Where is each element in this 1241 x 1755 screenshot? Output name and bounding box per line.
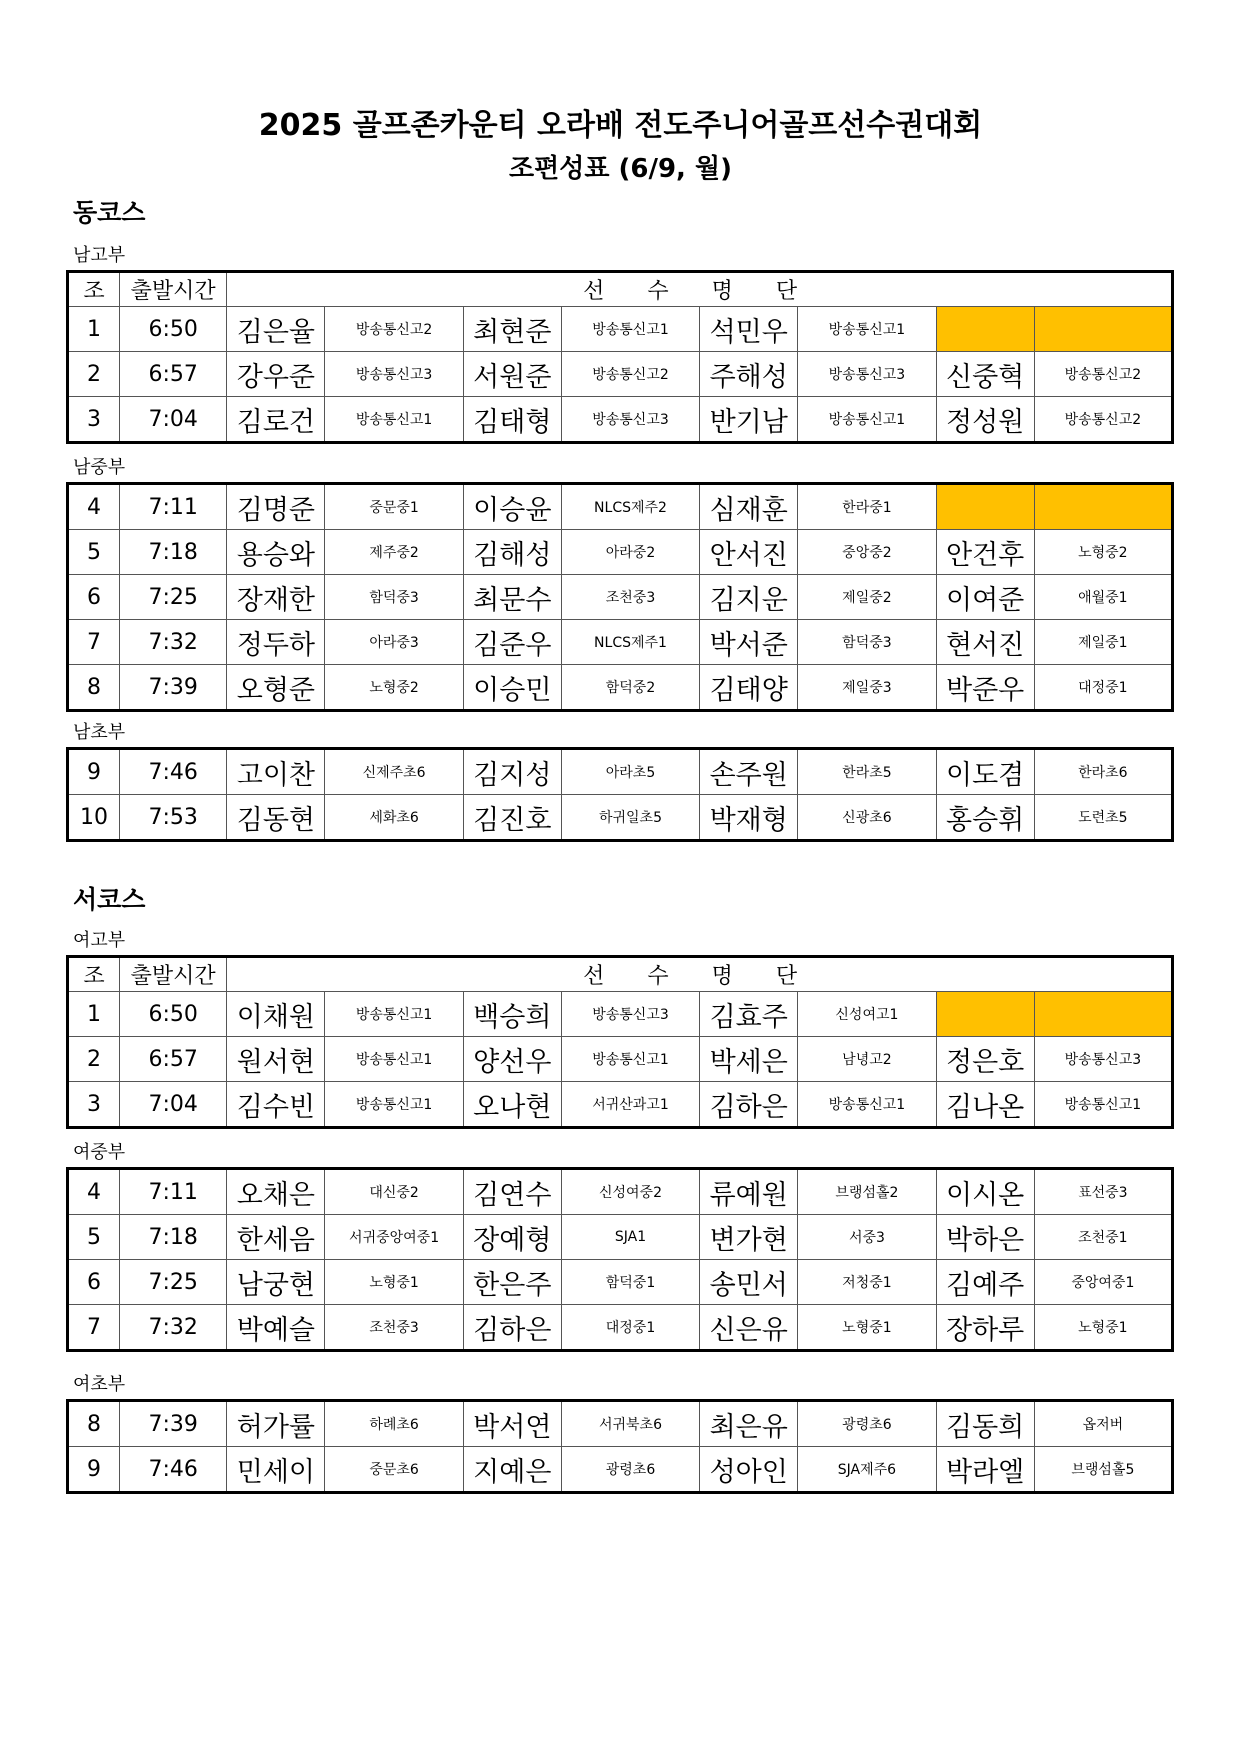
player-school: 방송통신고2 — [1034, 352, 1172, 397]
group-number: 5 — [68, 530, 120, 575]
player-name: 강우준 — [227, 352, 325, 397]
player-school: 한라중1 — [798, 484, 936, 530]
player-name: 박세은 — [700, 1037, 798, 1082]
player-school: 방송통신고1 — [325, 397, 463, 443]
header-players: 선 수 명 단 — [227, 272, 1173, 307]
player-name: 고이찬 — [227, 749, 325, 795]
player-school: 저청중1 — [798, 1260, 936, 1305]
table-row — [68, 665, 1173, 711]
player-name: 오채은 — [227, 1169, 325, 1215]
player-name: 정두하 — [227, 620, 325, 665]
start-time: 7:46 — [120, 1447, 227, 1493]
header-start-time: 출발시간 — [120, 272, 227, 307]
player-name: 지예은 — [463, 1447, 561, 1493]
player-school: 방송통신고1 — [325, 1037, 463, 1082]
player-name: 김효주 — [700, 992, 798, 1037]
player-school: 한라초6 — [1034, 749, 1172, 795]
player-name: 김은율 — [227, 307, 325, 352]
player-school: 방송통신고1 — [561, 307, 699, 352]
player-school: 제주중2 — [325, 530, 463, 575]
player-name: 양선우 — [463, 1037, 561, 1082]
empty-slot — [936, 307, 1034, 352]
start-time: 7:46 — [120, 749, 227, 795]
table-row — [68, 620, 1173, 665]
start-time: 6:57 — [120, 1037, 227, 1082]
player-school: NLCS제주1 — [561, 620, 699, 665]
player-school: 신성여중2 — [561, 1169, 699, 1215]
player-name: 장하루 — [936, 1305, 1034, 1351]
player-school: 노형중1 — [1034, 1305, 1172, 1351]
player-school: 함덕중2 — [561, 665, 699, 711]
start-time: 6:50 — [120, 992, 227, 1037]
player-school: 방송통신고3 — [561, 397, 699, 443]
player-name: 박서연 — [463, 1401, 561, 1447]
player-name: 성아인 — [700, 1447, 798, 1493]
west-schedule-table — [66, 955, 1174, 1129]
group-number: 7 — [68, 620, 120, 665]
player-name: 민세이 — [227, 1447, 325, 1493]
player-school: 방송통신고2 — [325, 307, 463, 352]
table-row — [68, 1082, 1173, 1128]
player-school: 대신중2 — [325, 1169, 463, 1215]
player-school: NLCS제주2 — [561, 484, 699, 530]
player-name: 박재형 — [700, 795, 798, 841]
player-school: 방송통신고1 — [798, 307, 936, 352]
group-number: 8 — [68, 1401, 120, 1447]
player-school: 방송통신고3 — [798, 352, 936, 397]
player-school: 방송통신고1 — [325, 992, 463, 1037]
player-school: 광령초6 — [798, 1401, 936, 1447]
player-school: 방송통신고3 — [1034, 1037, 1172, 1082]
player-name: 신중혁 — [936, 352, 1034, 397]
player-name: 김태형 — [463, 397, 561, 443]
player-school: 방송통신고1 — [561, 1037, 699, 1082]
player-name: 백승희 — [463, 992, 561, 1037]
player-school: 중앙여중1 — [1034, 1260, 1172, 1305]
player-school: 옵저버 — [1034, 1401, 1172, 1447]
group-number: 4 — [68, 1169, 120, 1215]
table-header-row — [68, 957, 1173, 992]
table-row — [68, 575, 1173, 620]
player-name: 서원준 — [463, 352, 561, 397]
east-division-label: 남고부 — [73, 245, 126, 266]
player-name: 김진호 — [463, 795, 561, 841]
player-name: 박라엘 — [936, 1447, 1034, 1493]
west-division-label: 여초부 — [73, 1374, 126, 1395]
player-school: 하귀일초5 — [561, 795, 699, 841]
player-name: 김지성 — [463, 749, 561, 795]
player-school: 애월중1 — [1034, 575, 1172, 620]
east-division-label: 남초부 — [73, 722, 126, 743]
player-school: 세화초6 — [325, 795, 463, 841]
player-school: 함덕중1 — [561, 1260, 699, 1305]
east-division-label: 남중부 — [73, 457, 126, 478]
player-school: 서귀북초6 — [561, 1401, 699, 1447]
start-time: 7:39 — [120, 665, 227, 711]
player-name: 홍승휘 — [936, 795, 1034, 841]
table-header-row — [68, 272, 1173, 307]
player-school: 방송통신고1 — [1034, 1082, 1172, 1128]
player-school: 방송통신고2 — [561, 352, 699, 397]
start-time: 7:32 — [120, 620, 227, 665]
group-number: 1 — [68, 992, 120, 1037]
group-number: 4 — [68, 484, 120, 530]
table-row — [68, 352, 1173, 397]
player-name: 현서진 — [936, 620, 1034, 665]
west-division-label: 여중부 — [73, 1142, 126, 1163]
player-name: 손주원 — [700, 749, 798, 795]
player-school: 제일중2 — [798, 575, 936, 620]
group-number: 8 — [68, 665, 120, 711]
table-row — [68, 397, 1173, 443]
player-school: 중문중1 — [325, 484, 463, 530]
player-school: 노형중2 — [1034, 530, 1172, 575]
west-schedule-table — [66, 1399, 1174, 1494]
west-division-label: 여고부 — [73, 930, 126, 951]
group-number: 2 — [68, 1037, 120, 1082]
table-row — [68, 1260, 1173, 1305]
player-school: 신광초6 — [798, 795, 936, 841]
player-name: 김명준 — [227, 484, 325, 530]
start-time: 7:39 — [120, 1401, 227, 1447]
player-school: SJA제주6 — [798, 1447, 936, 1493]
start-time: 6:50 — [120, 307, 227, 352]
player-name: 김로건 — [227, 397, 325, 443]
group-number: 5 — [68, 1215, 120, 1260]
player-school: 조천중3 — [561, 575, 699, 620]
table-row — [68, 992, 1173, 1037]
start-time: 6:57 — [120, 352, 227, 397]
player-school: 노형중1 — [325, 1260, 463, 1305]
table-row — [68, 1447, 1173, 1493]
player-school: 광령초6 — [561, 1447, 699, 1493]
player-school: 신성여고1 — [798, 992, 936, 1037]
player-name: 변가현 — [700, 1215, 798, 1260]
group-number: 7 — [68, 1305, 120, 1351]
player-name: 주해성 — [700, 352, 798, 397]
west-schedule-table — [66, 1167, 1174, 1352]
east-course-title: 동코스 — [73, 198, 146, 227]
player-name: 장예형 — [463, 1215, 561, 1260]
player-name: 남궁현 — [227, 1260, 325, 1305]
east-schedule-table — [66, 270, 1174, 444]
header-group: 조 — [68, 957, 120, 992]
player-school: 한라초5 — [798, 749, 936, 795]
player-name: 최현준 — [463, 307, 561, 352]
player-school: 조천중1 — [1034, 1215, 1172, 1260]
player-school: 아라초5 — [561, 749, 699, 795]
player-school: 함덕중3 — [798, 620, 936, 665]
player-name: 이채원 — [227, 992, 325, 1037]
header-players: 선 수 명 단 — [227, 957, 1173, 992]
table-row — [68, 530, 1173, 575]
player-name: 김동희 — [936, 1401, 1034, 1447]
player-name: 김하은 — [700, 1082, 798, 1128]
start-time: 7:04 — [120, 1082, 227, 1128]
player-name: 류예원 — [700, 1169, 798, 1215]
start-time: 7:04 — [120, 397, 227, 443]
player-school: 제일중1 — [1034, 620, 1172, 665]
table-row — [68, 1037, 1173, 1082]
start-time: 7:32 — [120, 1305, 227, 1351]
player-school: 신제주초6 — [325, 749, 463, 795]
player-name: 김예주 — [936, 1260, 1034, 1305]
player-school: 중앙중2 — [798, 530, 936, 575]
start-time: 7:11 — [120, 484, 227, 530]
player-name: 박서준 — [700, 620, 798, 665]
player-school: 방송통신고3 — [325, 352, 463, 397]
start-time: 7:11 — [120, 1169, 227, 1215]
group-number: 3 — [68, 397, 120, 443]
start-time: 7:18 — [120, 530, 227, 575]
start-time: 7:53 — [120, 795, 227, 841]
player-name: 김동현 — [227, 795, 325, 841]
page-title: 2025 골프존카운티 오라배 전도주니어골프선수권대회 — [258, 108, 983, 143]
group-number: 1 — [68, 307, 120, 352]
player-school: 브랭섬홀5 — [1034, 1447, 1172, 1493]
table-row — [68, 749, 1173, 795]
player-name: 원서현 — [227, 1037, 325, 1082]
player-name: 장재한 — [227, 575, 325, 620]
player-name: 오형준 — [227, 665, 325, 711]
player-name: 이시온 — [936, 1169, 1034, 1215]
player-school: 서귀중앙여중1 — [325, 1215, 463, 1260]
player-school: 방송통신고1 — [798, 397, 936, 443]
east-schedule-table — [66, 747, 1174, 842]
table-row — [68, 795, 1173, 841]
player-school: 아라중2 — [561, 530, 699, 575]
player-name: 김태양 — [700, 665, 798, 711]
player-school: 함덕중3 — [325, 575, 463, 620]
group-number: 2 — [68, 352, 120, 397]
player-school: 방송통신고3 — [561, 992, 699, 1037]
player-school: 조천중3 — [325, 1305, 463, 1351]
player-school: 도련초5 — [1034, 795, 1172, 841]
start-time: 7:25 — [120, 575, 227, 620]
west-course-title: 서코스 — [73, 885, 146, 914]
player-name: 이승민 — [463, 665, 561, 711]
group-number: 9 — [68, 749, 120, 795]
player-school: 노형중1 — [798, 1305, 936, 1351]
player-school: 방송통신고1 — [325, 1082, 463, 1128]
player-name: 신은유 — [700, 1305, 798, 1351]
player-name: 김하은 — [463, 1305, 561, 1351]
player-name: 김지운 — [700, 575, 798, 620]
player-school: 브랭섬홀2 — [798, 1169, 936, 1215]
header-group: 조 — [68, 272, 120, 307]
table-row — [68, 1215, 1173, 1260]
group-number: 6 — [68, 575, 120, 620]
player-school: 서중3 — [798, 1215, 936, 1260]
table-row — [68, 307, 1173, 352]
group-number: 10 — [68, 795, 120, 841]
player-name: 한은주 — [463, 1260, 561, 1305]
player-name: 이도겸 — [936, 749, 1034, 795]
player-school: 아라중3 — [325, 620, 463, 665]
player-name: 최문수 — [463, 575, 561, 620]
player-name: 최은유 — [700, 1401, 798, 1447]
table-row — [68, 1169, 1173, 1215]
player-name: 송민서 — [700, 1260, 798, 1305]
player-name: 박준우 — [936, 665, 1034, 711]
group-number: 6 — [68, 1260, 120, 1305]
empty-slot — [936, 484, 1034, 530]
empty-slot — [936, 992, 1034, 1037]
start-time: 7:25 — [120, 1260, 227, 1305]
player-school: 표선중3 — [1034, 1169, 1172, 1215]
player-name: 김나온 — [936, 1082, 1034, 1128]
player-name: 석민우 — [700, 307, 798, 352]
player-name: 김연수 — [463, 1169, 561, 1215]
player-school: SJA1 — [561, 1215, 699, 1260]
empty-slot — [1034, 992, 1172, 1037]
player-school: 노형중2 — [325, 665, 463, 711]
player-school: 남녕고2 — [798, 1037, 936, 1082]
player-name: 용승와 — [227, 530, 325, 575]
header-start-time: 출발시간 — [120, 957, 227, 992]
table-row — [68, 1401, 1173, 1447]
player-school: 대정중1 — [1034, 665, 1172, 711]
player-name: 정성원 — [936, 397, 1034, 443]
player-name: 김준우 — [463, 620, 561, 665]
player-name: 허가률 — [227, 1401, 325, 1447]
player-school: 제일중3 — [798, 665, 936, 711]
page-subtitle: 조편성표 (6/9, 월) — [508, 154, 732, 184]
player-name: 이승윤 — [463, 484, 561, 530]
player-name: 김수빈 — [227, 1082, 325, 1128]
player-school: 서귀산과고1 — [561, 1082, 699, 1128]
player-name: 오나현 — [463, 1082, 561, 1128]
player-name: 김해성 — [463, 530, 561, 575]
east-schedule-table — [66, 482, 1174, 712]
player-name: 안서진 — [700, 530, 798, 575]
table-row — [68, 1305, 1173, 1351]
group-number: 9 — [68, 1447, 120, 1493]
player-name: 정은호 — [936, 1037, 1034, 1082]
table-row — [68, 484, 1173, 530]
group-number: 3 — [68, 1082, 120, 1128]
player-school: 방송통신고1 — [798, 1082, 936, 1128]
player-school: 대정중1 — [561, 1305, 699, 1351]
player-name: 한세음 — [227, 1215, 325, 1260]
player-school: 방송통신고2 — [1034, 397, 1172, 443]
player-name: 박하은 — [936, 1215, 1034, 1260]
player-name: 반기남 — [700, 397, 798, 443]
player-school: 중문초6 — [325, 1447, 463, 1493]
empty-slot — [1034, 484, 1172, 530]
empty-slot — [1034, 307, 1172, 352]
player-name: 이여준 — [936, 575, 1034, 620]
player-name: 안건후 — [936, 530, 1034, 575]
player-name: 심재훈 — [700, 484, 798, 530]
start-time: 7:18 — [120, 1215, 227, 1260]
player-school: 하례초6 — [325, 1401, 463, 1447]
player-name: 박예슬 — [227, 1305, 325, 1351]
